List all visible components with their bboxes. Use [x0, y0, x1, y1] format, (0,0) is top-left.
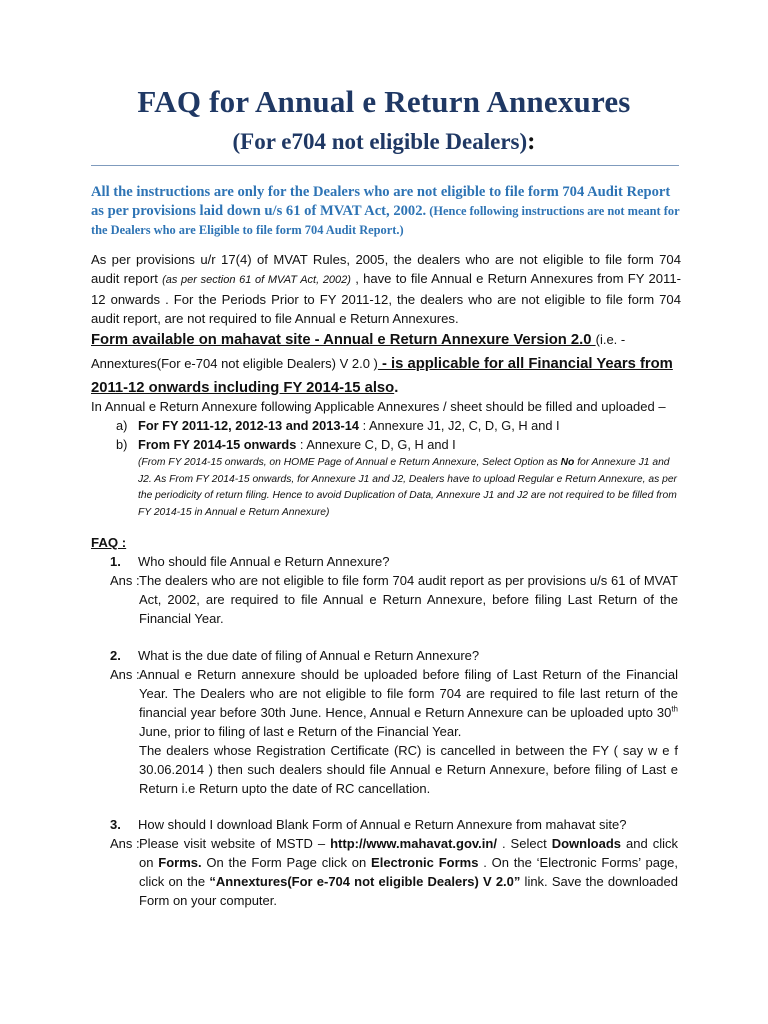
answer-text-a: Annual e Return annexure should be uploaded before filing of Last Return of the Financial Year. The Dealers who are not eligible to file form 704 are required to file last return of the financial year before 30th June. Hence, Annual e Return Annexure can be uploaded upto 30	[139, 667, 678, 720]
list-marker: a)	[116, 418, 128, 433]
note-text-2: for Annexure J1 and J2. As From FY 2014-15 onwards, for Annexure J1 and J2, Dealers have to upload Regular e Return Annexure, as per the periodicity of return filing. Hence to avoid Duplication of Data, Annexure J1 and J2 are not required to be filled from FY 2014-15 in Annual e Return Annexure)	[138, 457, 677, 518]
list-item-bold: For FY 2011-12, 2012-13 and 2013-14	[138, 418, 360, 433]
faq-question-text: How should I download Blank Form of Annual e Return Annexure from mahavat site?	[138, 817, 627, 832]
mstd-website-link[interactable]: http://www.mahavat.gov.in/	[330, 836, 497, 851]
electronic-forms-ref: Electronic Forms	[371, 855, 479, 870]
answer-label: Ans :	[110, 573, 140, 588]
faq-answer	[110, 571, 678, 628]
faq-heading: FAQ :	[91, 535, 127, 550]
faq-question-text: Who should file Annual e Return Annexure?	[138, 554, 390, 569]
list-item-rest: : Annexure C, D, G, H and I	[296, 437, 456, 452]
provisions-paragraph	[91, 250, 681, 328]
title-divider	[91, 165, 679, 166]
answer-text	[139, 834, 678, 910]
form-availability-end: .	[394, 380, 399, 396]
annexure-note	[138, 455, 678, 521]
answer-part: On the Form Page click on	[201, 855, 372, 870]
intro-note: (Hence following instructions are not meant for the Dealers who are Eligible to file form 704 Audit Report.)	[91, 204, 680, 237]
subtitle-colon: :	[527, 128, 536, 155]
forms-menu-ref: Forms.	[158, 855, 202, 870]
answer-part: and click on	[139, 836, 678, 870]
provisions-italic: (as per section 61 of MVAT Act, 2002)	[162, 274, 351, 286]
list-marker: b)	[116, 437, 128, 452]
page-title: FAQ for Annual e Return Annexures	[137, 84, 631, 119]
form-availability-bold: Form available on mahavat site - Annual e Return Annexure Version 2.0	[91, 332, 596, 348]
subtitle-text: (For e704 not eligible Dealers)	[232, 129, 528, 154]
answer-text-b: June, prior to filing of last e Return of the Financial Year.	[139, 724, 462, 739]
intro-dot: .	[422, 203, 427, 219]
page-subtitle	[0, 128, 768, 156]
faq-number: 3.	[110, 817, 121, 832]
answer-part: link. Save the downloaded Form on your computer.	[139, 874, 678, 908]
answer-text	[139, 665, 678, 741]
answer-label: Ans :	[110, 836, 140, 851]
form-availability-version: (i.e. - Annextures(For e-704 not eligible Dealers) V 2.0 )	[91, 332, 626, 371]
provisions-text-2: , have to file Annual e Return Annexures from FY 2011-12 onwards . For the Periods Prior to FY 2011-12, the dealers who are not eligible to file form 704 audit report, are not required to file Annual e Return Annexures.	[91, 271, 681, 326]
answer-text: The dealers who are not eligible to file form 704 audit report as per provisions u/s 61 of MVAT Act, 2002, are required to file Annual e Return Annexure, before filing Last Return of the Financial Year.	[139, 573, 678, 626]
note-no: No	[560, 457, 575, 468]
note-text-1: (From FY 2014-15 onwards, on HOME Page of Annual e Return Annexure, Select Option as	[138, 457, 561, 468]
annexures-intro-line: In Annual e Return Annexure following Applicable Annexures / sheet should be filled and uploaded –	[91, 399, 666, 414]
intro-statement	[91, 183, 681, 240]
annextures-link-ref: “Annextures(For e-704 not eligible Dealers) V 2.0”	[209, 874, 521, 889]
intro-main: All the instructions are only for the Dealers who are not eligible to file form 704 Audit Report as per provisions laid down u/s 61 of MVAT Act, 2002	[91, 184, 671, 219]
form-availability-line	[91, 328, 683, 400]
answer-text-cancelled-rc: The dealers whose Registration Certificate (RC) is cancelled in between the FY ( say w e f 30.06.2014 ) then such dealers should file Annual e Return Annexure, before filing of Last e Return i.e Return upto the date of RC cancellation.	[139, 743, 678, 796]
answer-superscript: th	[671, 704, 678, 714]
faq-question-text: What is the due date of filing of Annual e Return Annexure?	[138, 648, 480, 663]
faq-number: 2.	[110, 648, 121, 663]
downloads-menu-ref: Downloads	[551, 836, 622, 851]
provisions-text-1: As per provisions u/r 17(4) of MVAT Rules, 2005, the dealers who are not eligible to file form 704 audit report	[91, 252, 681, 286]
faq-answer	[110, 665, 678, 798]
answer-part: Please visit website of MSTD –	[139, 836, 331, 851]
answer-part: . Select	[496, 836, 552, 851]
answer-part: . On the ‘Electronic Forms’ page, click on the	[139, 855, 678, 889]
list-item-rest: : Annexure J1, J2, C, D, G, H and I	[359, 418, 560, 433]
list-item-bold: From FY 2014-15 onwards	[138, 437, 297, 452]
answer-label: Ans :	[110, 667, 140, 682]
form-availability-applicability: - is applicable for all Financial Years from 2011-12 onwards including FY 2014-15 also	[91, 356, 673, 396]
faq-number: 1.	[110, 554, 121, 569]
faq-answer	[110, 834, 678, 910]
